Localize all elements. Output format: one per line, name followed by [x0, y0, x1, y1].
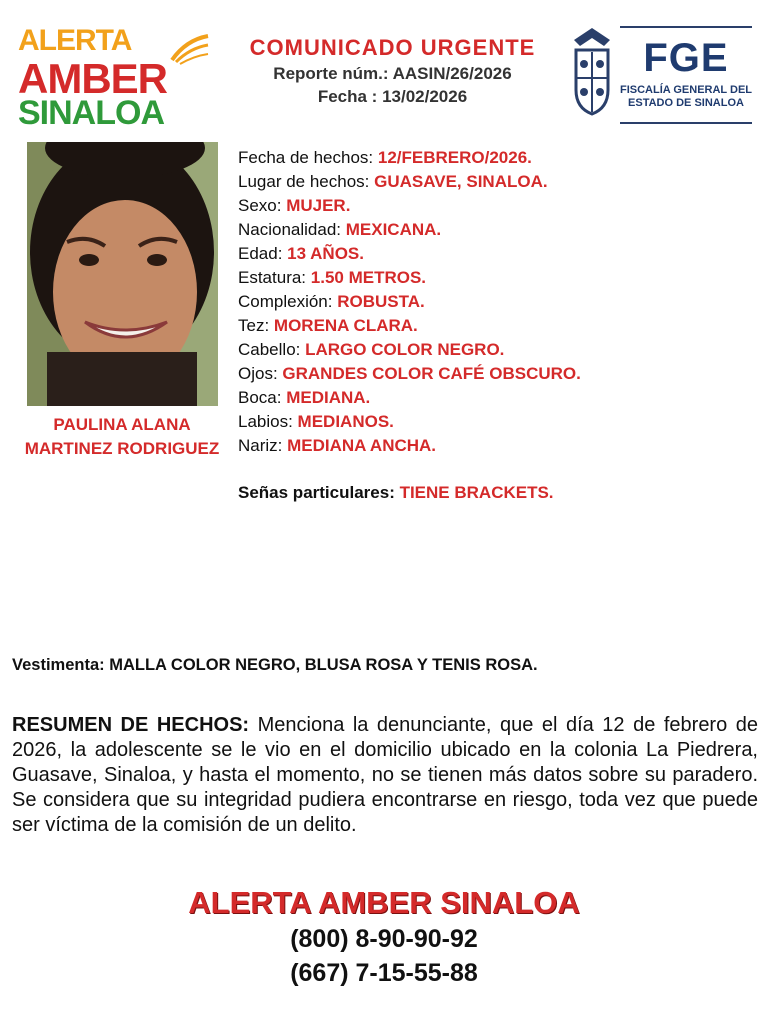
detail-label: Nariz:	[238, 436, 288, 455]
detail-row-tez	[238, 314, 758, 338]
detail-row-cabello	[238, 338, 758, 362]
amber-alert-logo	[18, 22, 208, 132]
report-number: Reporte núm.: AASIN/26/2026	[273, 64, 512, 83]
detail-value: MEDIANA.	[286, 388, 371, 407]
person-details-list	[238, 146, 758, 458]
detail-value: MEDIANOS.	[297, 412, 394, 431]
detail-row-sexo	[238, 194, 758, 218]
bulletin-title: COMUNICADO URGENTE	[249, 35, 536, 60]
detail-value: LARGO COLOR NEGRO.	[305, 340, 505, 359]
detail-row-edad	[238, 242, 758, 266]
detail-label: Lugar de hechos:	[238, 172, 375, 191]
detail-label: Labios:	[238, 412, 298, 431]
senas-value: TIENE BRACKETS.	[399, 483, 554, 502]
detail-value: GRANDES COLOR CAFÉ OBSCURO.	[282, 364, 581, 383]
detail-value: 1.50 METROS.	[310, 268, 427, 287]
phone-number-1: (800) 8-90-90-92	[290, 925, 478, 953]
summary-label: RESUMEN DE HECHOS:	[12, 714, 250, 736]
footer-title: ALERTA AMBER SINALOA	[188, 885, 580, 920]
logo-line-sinaloa: SINALOA	[18, 94, 164, 132]
fge-title: FGE	[643, 36, 729, 80]
detail-value: GUASAVE, SINALOA.	[374, 172, 548, 191]
detail-row-nariz	[238, 434, 758, 458]
detail-value: ROBUSTA.	[337, 292, 425, 311]
summary-text: Menciona la denunciante, que el día 12 de febrero de 2026, la adolescente se le vio en el domicilio ubicado en la colonia La Piedrera, Guasave, Sinaloa, y hasta el momento, no se tienen más datos sobre su paradero. Se considera que su integridad pudiera encontrarse en riesgo, toda vez que puede ser víctima de la comisión de un delito.	[12, 714, 758, 836]
detail-value: MORENA CLARA.	[273, 316, 418, 335]
senas-label: Señas particulares:	[238, 483, 400, 502]
detail-label: Edad:	[238, 244, 288, 263]
bulletin-header	[220, 34, 565, 108]
logo-line-alerta: ALERTA	[18, 24, 132, 57]
signal-waves-icon	[168, 30, 212, 66]
detail-row-nacionalidad	[238, 218, 758, 242]
report-date: Fecha : 13/02/2026	[317, 87, 468, 106]
fge-subtitle	[620, 84, 752, 110]
detail-value: MEXICANA.	[345, 220, 442, 239]
logo-line-amber: AMBER	[18, 55, 167, 102]
detail-label: Estatura:	[238, 268, 311, 287]
case-summary	[12, 713, 758, 838]
detail-label: Complexión:	[238, 292, 338, 311]
detail-label: Fecha de hechos:	[238, 148, 378, 167]
detail-row-lugar-hechos	[238, 170, 758, 194]
detail-row-estatura	[238, 266, 758, 290]
detail-row-fecha-hechos	[238, 146, 758, 170]
detail-value: MUJER.	[286, 196, 351, 215]
detail-value: MEDIANA ANCHA.	[287, 436, 437, 455]
detail-label: Sexo:	[238, 196, 287, 215]
detail-row-boca	[238, 386, 758, 410]
detail-label: Nacionalidad:	[238, 220, 346, 239]
detail-value: 13 AÑOS.	[287, 244, 364, 263]
person-name-line2: MARTINEZ RODRIGUEZ	[24, 439, 220, 458]
phone-number-2: (667) 7-15-55-88	[290, 959, 478, 987]
missing-person-photo	[27, 142, 218, 406]
detail-label: Boca:	[238, 388, 287, 407]
state-seal-icon	[568, 26, 616, 118]
detail-row-complexion	[238, 290, 758, 314]
contact-footer	[0, 884, 768, 990]
detail-row-ojos	[238, 362, 758, 386]
fge-subtitle-line2: ESTADO DE SINALOA	[628, 97, 744, 109]
fge-subtitle-line1: FISCALÍA GENERAL DEL	[620, 84, 753, 96]
detail-label: Ojos:	[238, 364, 283, 383]
clothing-description: Vestimenta: MALLA COLOR NEGRO, BLUSA ROSA Y TENIS ROSA.	[12, 656, 538, 674]
detail-row-labios	[238, 410, 758, 434]
detail-value: 12/FEBRERO/2026.	[377, 148, 532, 167]
person-name-line1: PAULINA ALANA	[53, 415, 191, 434]
missing-person-name	[4, 413, 240, 461]
fge-logo	[620, 26, 752, 124]
detail-label: Tez:	[238, 316, 274, 335]
distinguishing-features	[238, 481, 554, 505]
detail-label: Cabello:	[238, 340, 306, 359]
